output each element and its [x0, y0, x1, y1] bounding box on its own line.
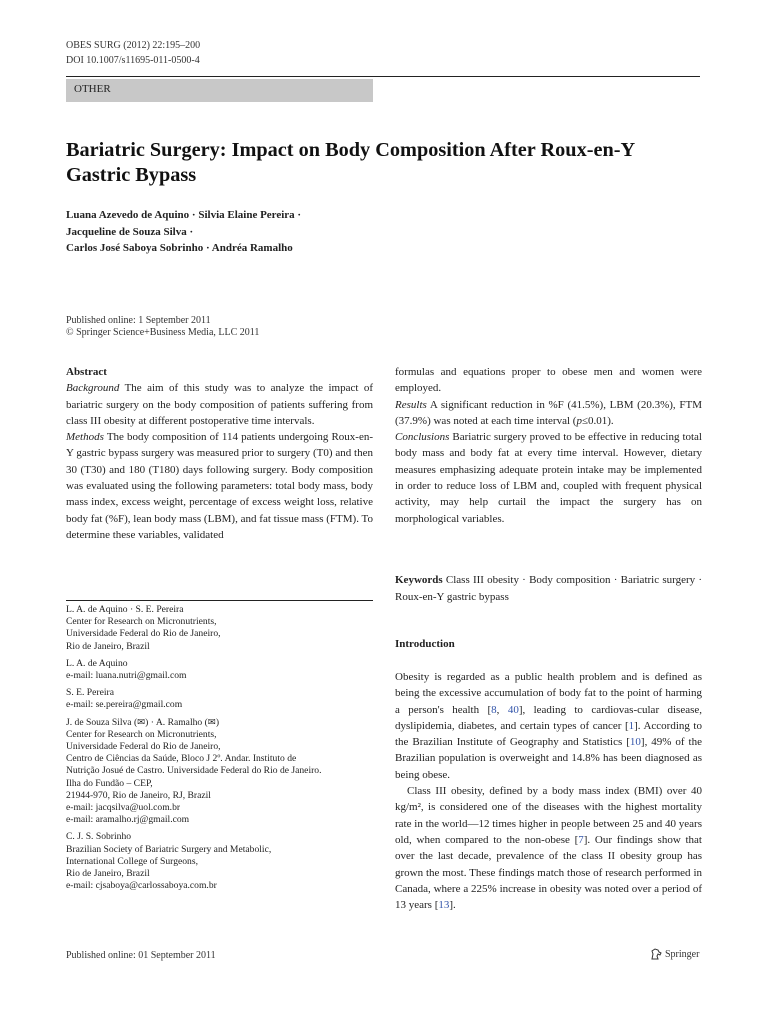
affiliation-line: Center for Research on Micronutrients,: [66, 728, 217, 740]
intro-text: ], 49% of the Brazilian population is overweight and 14.8% has been diagnosed as being obese.: [395, 736, 702, 781]
abstract-conclusions: [395, 429, 702, 527]
email-link[interactable]: e-mail: jacqsilva@uol.com.br: [66, 802, 181, 814]
abstract-results: [395, 397, 702, 430]
results-label: Results: [395, 398, 427, 411]
email-link[interactable]: e-mail: cjsaboya@carlossaboya.com.br: [66, 880, 217, 892]
methods-continued: formulas and equations proper to obese men and women were employed.: [395, 366, 702, 395]
affiliation-block: [66, 717, 376, 827]
affiliation-line: Center for Research on Micronutrients,: [66, 616, 217, 628]
affiliation-line: C. J. S. Sobrinho: [66, 831, 132, 843]
intro-text: ,: [496, 703, 508, 716]
authors-line-3: Carlos José Saboya Sobrinho · Andréa Ramalho: [66, 242, 293, 254]
section-label: OTHER: [74, 83, 111, 95]
header-rule: [66, 76, 700, 77]
introduction-body: [395, 669, 702, 913]
intro-paragraph-2: [395, 783, 702, 913]
affiliation-line: 21944-970, Rio de Janeiro, RJ, Brazil: [66, 789, 211, 801]
article-title: [66, 138, 706, 188]
intro-text: ]. Our findings show that over the last decade, prevalence of the class II obesity group has grown the most. These findings match those of research performed in Canada, where a 225% increase in obesity was noted over a period of 13 years [: [395, 833, 702, 912]
methods-label: Methods: [66, 431, 104, 444]
copyright: © Springer Science+Business Media, LLC 2011: [66, 327, 260, 338]
introduction-heading: Introduction: [395, 638, 455, 650]
affiliation-line: Universidade Federal do Rio de Janeiro,: [66, 628, 221, 640]
background-text: The aim of this study was to analyze the impact of bariatric surgery on the body composition of patients suffering from class III obesity at different postoperative time intervals.: [66, 382, 373, 427]
affiliation-line: Ilha do Fundão – CEP,: [66, 777, 153, 789]
affiliation-block: [66, 687, 376, 711]
affiliation-block: [66, 658, 376, 682]
authors-line-1: Luana Azevedo de Aquino · Silvia Elaine Pereira ·: [66, 209, 302, 221]
intro-text: ].: [449, 899, 456, 912]
email-link[interactable]: e-mail: aramalho.rj@gmail.com: [66, 814, 190, 826]
abstract: [66, 364, 373, 543]
author-list: [66, 207, 301, 257]
keywords: [395, 572, 702, 605]
footer-published: Published online: 01 September 2011: [66, 950, 216, 961]
results-text: A significant reduction in %F (41.5%), LBM (20.3%), FTM (37.9%) was noted at each time interval (: [395, 398, 702, 427]
citation-link[interactable]: 8: [491, 703, 497, 716]
affiliation-block: [66, 604, 376, 653]
affiliation-line: L. A. de Aquino: [66, 657, 128, 669]
conclusions-label: Conclusions: [395, 431, 450, 444]
email-link[interactable]: e-mail: se.pereira@gmail.com: [66, 699, 183, 711]
footnote-rule: [66, 600, 373, 601]
intro-text: Obesity is regarded as a public health problem and is defined as being the excessive accumulation of body fat to the point of harming a person's health [: [395, 671, 702, 716]
affiliation-block: [66, 831, 376, 892]
published-date: Published online: 1 September 2011: [66, 315, 211, 326]
abstract-methods: [66, 429, 373, 543]
keywords-label: Keywords: [395, 574, 443, 586]
p-value-symbol: p: [576, 414, 582, 427]
citation-link[interactable]: 1: [628, 719, 635, 732]
affiliation-line: Centro de Ciências da Saúde, Bloco J 2º. Andar. Instituto de: [66, 753, 297, 765]
keywords-text: Class III obesity · Body composition · Bariatric surgery · Roux-en-Y gastric bypass: [395, 574, 703, 603]
doi: DOI 10.1007/s11695-011-0500-4: [66, 55, 200, 66]
authors-line-2: Jacqueline de Souza Silva ·: [66, 225, 194, 238]
affiliation-line: Rio de Janeiro, Brazil: [66, 868, 150, 880]
methods-text: The body composition of 114 patients undergoing Roux-en-Y gastric bypass surgery was measured prior to surgery (T0) and then 30 (T30) and 180 (T180) days following surgery. Body composition was evaluated using the following parameters: total body mass, body mass index, excess weight, percentage of excess weight loss, relative body fat (%F), lean body mass (LBM), and fat tissue mass (FTM). To determine these variables, validated: [66, 431, 373, 541]
affiliation-line: S. E. Pereira: [66, 687, 114, 699]
affiliation-line: L. A. de Aquino · S. E. Pereira: [66, 604, 184, 615]
intro-paragraph-1: [395, 669, 702, 783]
citation-link[interactable]: 40: [507, 703, 519, 716]
affiliation-line: Universidade Federal do Rio de Janeiro,: [66, 741, 221, 753]
affiliation-line: J. de Souza Silva (✉) · A. Ramalho (✉): [66, 716, 220, 728]
conclusions-text: Bariatric surgery proved to be effective in reducing total body mass and body fat at every time interval. However, dietary measures emphasizing adequate protein intake may be implemented in order to reduce loss of LBM and, coupled with frequent physical activity, may help curtail the impact the surgery has on morphological variables.: [395, 431, 702, 525]
intro-text: ]. According to the Brazilian Institute of Geography and Statistics [: [395, 719, 702, 749]
affiliations: [66, 604, 376, 897]
title-line-1: Bariatric Surgery: Impact on Body Composition After Roux-en-Y: [66, 139, 636, 161]
citation-link[interactable]: 13: [438, 899, 450, 912]
springer-logo: [650, 948, 699, 960]
affiliation-line: Nutrição Josué de Castro. Universidade Federal do Rio de Janeiro.: [66, 765, 322, 777]
affiliation-line: Brazilian Society of Bariatric Surgery and Metabolic,: [66, 843, 272, 855]
affiliation-line: International College of Surgeons,: [66, 855, 198, 867]
abstract-background: [66, 380, 373, 429]
abstract-heading: Abstract: [66, 366, 107, 378]
results-end: ≤0.01).: [581, 414, 614, 427]
journal-citation: OBES SURG (2012) 22:195–200: [66, 40, 201, 51]
email-link[interactable]: e-mail: luana.nutri@gmail.com: [66, 670, 187, 682]
citation-link[interactable]: 7: [578, 833, 584, 846]
section-label-box: [66, 79, 373, 102]
intro-text: Class III obesity, defined by a body mass index (BMI) over 40 kg/m², is considered one of the diseases with the highest mortality rate in the world—12 times higher in people between 25 and 40 years old, when compared to the non-obese [: [395, 785, 702, 846]
citation-link[interactable]: 10: [629, 736, 641, 749]
springer-horse-icon: [650, 948, 662, 960]
publisher-name: Springer: [665, 948, 700, 960]
abstract-continued: [395, 364, 702, 527]
intro-text: ], leading to cardiovas-cular disease, dyslipidemia, diabetes, and certain types of cancer [: [395, 703, 703, 732]
affiliation-line: Rio de Janeiro, Brazil: [66, 640, 150, 652]
title-line-2: Gastric Bypass: [66, 164, 197, 186]
background-label: Background: [66, 382, 120, 395]
